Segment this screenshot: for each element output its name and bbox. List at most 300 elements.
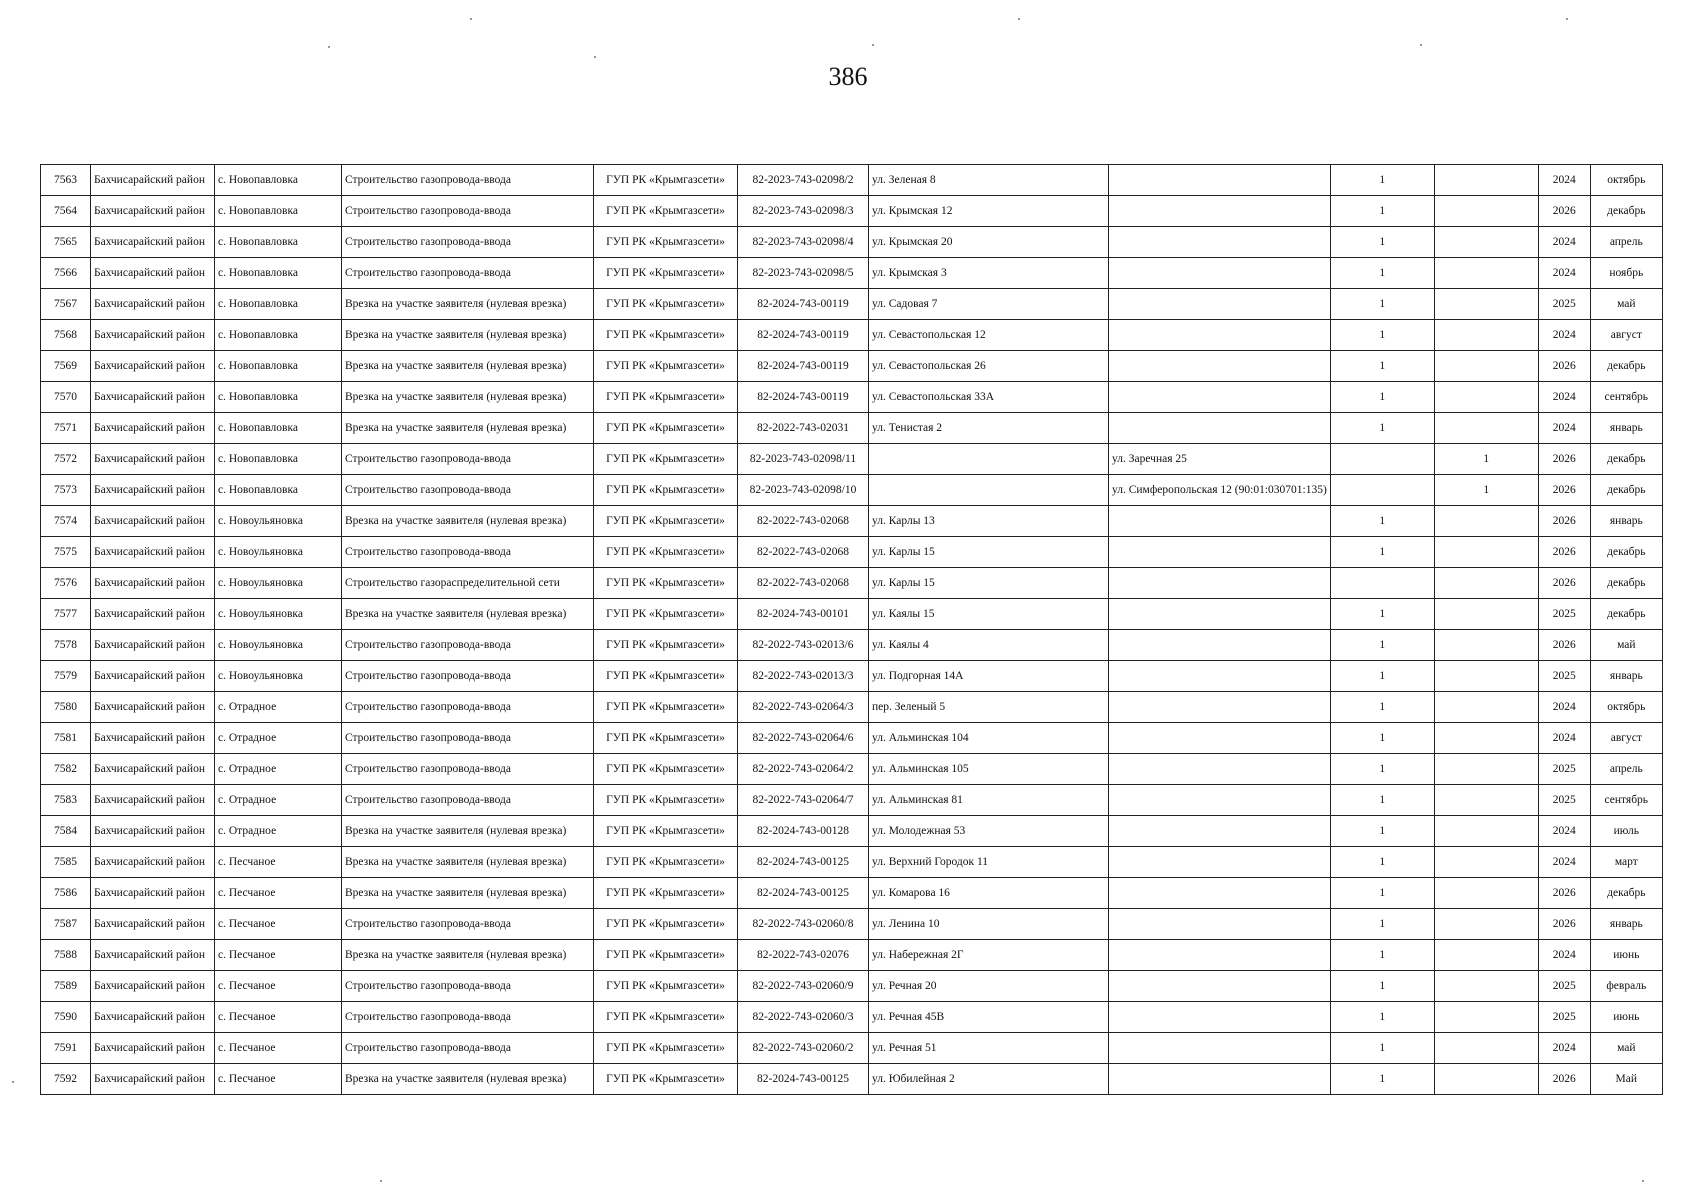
organization-cell: ГУП РК «Крымгазсети»: [594, 413, 738, 444]
address-cell: ул. Крымская 3: [869, 258, 1109, 289]
year-cell: 2024: [1538, 258, 1590, 289]
alternate-count-cell: [1434, 289, 1538, 320]
address-cell: ул. Ленина 10: [869, 909, 1109, 940]
work-type-cell: Врезка на участке заявителя (нулевая врезка): [342, 878, 594, 909]
work-type-cell: Строительство газопровода-ввода: [342, 258, 594, 289]
row-number: 7567: [41, 289, 91, 320]
settlement-cell: с. Новопавловка: [215, 258, 342, 289]
district-cell: Бахчисарайский район: [91, 661, 215, 692]
count-cell: 1: [1330, 227, 1434, 258]
settlement-cell: с. Новоульяновка: [215, 599, 342, 630]
district-cell: Бахчисарайский район: [91, 971, 215, 1002]
work-type-cell: Врезка на участке заявителя (нулевая врезка): [342, 940, 594, 971]
organization-cell: ГУП РК «Крымгазсети»: [594, 537, 738, 568]
month-cell: январь: [1590, 506, 1662, 537]
district-cell: Бахчисарайский район: [91, 599, 215, 630]
district-cell: Бахчисарайский район: [91, 165, 215, 196]
table-row: [41, 1002, 1663, 1033]
registration-code-cell: 82-2024-743-00125: [738, 847, 869, 878]
organization-cell: ГУП РК «Крымгазсети»: [594, 661, 738, 692]
alternate-address-cell: [1109, 165, 1331, 196]
organization-cell: ГУП РК «Крымгазсети»: [594, 444, 738, 475]
alternate-count-cell: [1434, 785, 1538, 816]
row-number: 7592: [41, 1064, 91, 1095]
settlement-cell: с. Новоульяновка: [215, 661, 342, 692]
month-cell: июнь: [1590, 940, 1662, 971]
scan-speck: [12, 1081, 14, 1083]
month-cell: февраль: [1590, 971, 1662, 1002]
table-row: [41, 475, 1663, 506]
district-cell: Бахчисарайский район: [91, 940, 215, 971]
alternate-count-cell: 1: [1434, 444, 1538, 475]
district-cell: Бахчисарайский район: [91, 568, 215, 599]
district-cell: Бахчисарайский район: [91, 878, 215, 909]
organization-cell: ГУП РК «Крымгазсети»: [594, 196, 738, 227]
month-cell: сентябрь: [1590, 785, 1662, 816]
work-type-cell: Строительство газораспределительной сети: [342, 568, 594, 599]
settlement-cell: с. Новопавловка: [215, 320, 342, 351]
alternate-count-cell: [1434, 382, 1538, 413]
count-cell: [1330, 568, 1434, 599]
work-type-cell: Строительство газопровода-ввода: [342, 537, 594, 568]
row-number: 7572: [41, 444, 91, 475]
year-cell: 2026: [1538, 568, 1590, 599]
settlement-cell: с. Песчаное: [215, 1002, 342, 1033]
alternate-address-cell: [1109, 661, 1331, 692]
alternate-address-cell: [1109, 754, 1331, 785]
district-cell: Бахчисарайский район: [91, 1033, 215, 1064]
alternate-count-cell: [1434, 816, 1538, 847]
address-cell: ул. Речная 20: [869, 971, 1109, 1002]
year-cell: 2026: [1538, 506, 1590, 537]
table-row: [41, 847, 1663, 878]
settlement-cell: с. Новоульяновка: [215, 537, 342, 568]
alternate-count-cell: [1434, 258, 1538, 289]
organization-cell: ГУП РК «Крымгазсети»: [594, 909, 738, 940]
registration-code-cell: 82-2023-743-02098/3: [738, 196, 869, 227]
alternate-count-cell: [1434, 692, 1538, 723]
district-cell: Бахчисарайский район: [91, 1002, 215, 1033]
table-row: [41, 289, 1663, 320]
row-number: 7574: [41, 506, 91, 537]
year-cell: 2026: [1538, 196, 1590, 227]
count-cell: 1: [1330, 320, 1434, 351]
registration-code-cell: 82-2022-743-02076: [738, 940, 869, 971]
settlement-cell: с. Отрадное: [215, 723, 342, 754]
row-number: 7563: [41, 165, 91, 196]
work-type-cell: Врезка на участке заявителя (нулевая врезка): [342, 413, 594, 444]
work-type-cell: Строительство газопровода-ввода: [342, 196, 594, 227]
month-cell: декабрь: [1590, 351, 1662, 382]
table-row: [41, 320, 1663, 351]
organization-cell: ГУП РК «Крымгазсети»: [594, 599, 738, 630]
table-row: [41, 537, 1663, 568]
district-cell: Бахчисарайский район: [91, 723, 215, 754]
table-row: [41, 1064, 1663, 1095]
row-number: 7576: [41, 568, 91, 599]
month-cell: май: [1590, 289, 1662, 320]
count-cell: 1: [1330, 692, 1434, 723]
settlement-cell: с. Новоульяновка: [215, 630, 342, 661]
year-cell: 2024: [1538, 382, 1590, 413]
registration-code-cell: 82-2023-743-02098/5: [738, 258, 869, 289]
row-number: 7569: [41, 351, 91, 382]
table-row: [41, 351, 1663, 382]
year-cell: 2025: [1538, 785, 1590, 816]
alternate-count-cell: [1434, 940, 1538, 971]
count-cell: [1330, 444, 1434, 475]
registration-code-cell: 82-2022-743-02064/7: [738, 785, 869, 816]
settlement-cell: с. Новопавловка: [215, 227, 342, 258]
month-cell: сентябрь: [1590, 382, 1662, 413]
alternate-address-cell: [1109, 599, 1331, 630]
district-cell: Бахчисарайский район: [91, 320, 215, 351]
work-type-cell: Строительство газопровода-ввода: [342, 971, 594, 1002]
table-row: [41, 971, 1663, 1002]
year-cell: 2025: [1538, 971, 1590, 1002]
district-cell: Бахчисарайский район: [91, 909, 215, 940]
year-cell: 2024: [1538, 227, 1590, 258]
year-cell: 2024: [1538, 816, 1590, 847]
count-cell: 1: [1330, 661, 1434, 692]
year-cell: 2025: [1538, 661, 1590, 692]
alternate-address-cell: [1109, 568, 1331, 599]
settlement-cell: с. Новопавловка: [215, 475, 342, 506]
settlement-cell: с. Отрадное: [215, 816, 342, 847]
work-type-cell: Строительство газопровода-ввода: [342, 661, 594, 692]
table-row: [41, 196, 1663, 227]
work-type-cell: Врезка на участке заявителя (нулевая врезка): [342, 599, 594, 630]
work-type-cell: Строительство газопровода-ввода: [342, 1033, 594, 1064]
work-type-cell: Строительство газопровода-ввода: [342, 1002, 594, 1033]
count-cell: 1: [1330, 1033, 1434, 1064]
count-cell: 1: [1330, 847, 1434, 878]
organization-cell: ГУП РК «Крымгазсети»: [594, 847, 738, 878]
organization-cell: ГУП РК «Крымгазсети»: [594, 723, 738, 754]
alternate-address-cell: [1109, 816, 1331, 847]
year-cell: 2026: [1538, 444, 1590, 475]
address-cell: ул. Карлы 13: [869, 506, 1109, 537]
month-cell: декабрь: [1590, 878, 1662, 909]
settlement-cell: с. Новопавловка: [215, 382, 342, 413]
alternate-count-cell: [1434, 723, 1538, 754]
row-number: 7568: [41, 320, 91, 351]
count-cell: 1: [1330, 878, 1434, 909]
row-number: 7586: [41, 878, 91, 909]
work-type-cell: Врезка на участке заявителя (нулевая врезка): [342, 847, 594, 878]
row-number: 7591: [41, 1033, 91, 1064]
alternate-count-cell: [1434, 196, 1538, 227]
alternate-count-cell: [1434, 909, 1538, 940]
settlement-cell: с. Новопавловка: [215, 165, 342, 196]
work-type-cell: Строительство газопровода-ввода: [342, 785, 594, 816]
count-cell: 1: [1330, 599, 1434, 630]
alternate-address-cell: [1109, 940, 1331, 971]
row-number: 7570: [41, 382, 91, 413]
alternate-count-cell: [1434, 661, 1538, 692]
work-type-cell: Врезка на участке заявителя (нулевая врезка): [342, 382, 594, 413]
settlement-cell: с. Песчаное: [215, 847, 342, 878]
alternate-address-cell: [1109, 413, 1331, 444]
address-cell: ул. Каялы 15: [869, 599, 1109, 630]
year-cell: 2024: [1538, 165, 1590, 196]
organization-cell: ГУП РК «Крымгазсети»: [594, 816, 738, 847]
count-cell: 1: [1330, 258, 1434, 289]
settlement-cell: с. Новоульяновка: [215, 568, 342, 599]
work-type-cell: Строительство газопровода-ввода: [342, 692, 594, 723]
month-cell: Май: [1590, 1064, 1662, 1095]
month-cell: декабрь: [1590, 196, 1662, 227]
count-cell: 1: [1330, 196, 1434, 227]
alternate-count-cell: [1434, 847, 1538, 878]
table-row: [41, 909, 1663, 940]
month-cell: декабрь: [1590, 537, 1662, 568]
work-type-cell: Врезка на участке заявителя (нулевая врезка): [342, 320, 594, 351]
registration-code-cell: 82-2024-743-00119: [738, 351, 869, 382]
row-number: 7584: [41, 816, 91, 847]
alternate-address-cell: [1109, 289, 1331, 320]
row-number: 7588: [41, 940, 91, 971]
address-cell: [869, 475, 1109, 506]
month-cell: декабрь: [1590, 568, 1662, 599]
count-cell: 1: [1330, 971, 1434, 1002]
alternate-count-cell: [1434, 165, 1538, 196]
alternate-count-cell: [1434, 630, 1538, 661]
district-cell: Бахчисарайский район: [91, 382, 215, 413]
settlement-cell: с. Новопавловка: [215, 413, 342, 444]
year-cell: 2024: [1538, 940, 1590, 971]
table-row: [41, 599, 1663, 630]
table-row: [41, 1033, 1663, 1064]
month-cell: март: [1590, 847, 1662, 878]
count-cell: 1: [1330, 940, 1434, 971]
alternate-address-cell: [1109, 196, 1331, 227]
table-row: [41, 444, 1663, 475]
address-cell: ул. Севастопольская 33А: [869, 382, 1109, 413]
address-cell: ул. Крымская 20: [869, 227, 1109, 258]
organization-cell: ГУП РК «Крымгазсети»: [594, 878, 738, 909]
count-cell: 1: [1330, 1064, 1434, 1095]
organization-cell: ГУП РК «Крымгазсети»: [594, 382, 738, 413]
registration-code-cell: 82-2024-743-00119: [738, 320, 869, 351]
table-row: [41, 382, 1663, 413]
work-type-cell: Врезка на участке заявителя (нулевая врезка): [342, 816, 594, 847]
work-type-cell: Строительство газопровода-ввода: [342, 444, 594, 475]
registration-code-cell: 82-2024-743-00125: [738, 878, 869, 909]
work-type-cell: Врезка на участке заявителя (нулевая врезка): [342, 1064, 594, 1095]
work-type-cell: Строительство газопровода-ввода: [342, 909, 594, 940]
district-cell: Бахчисарайский район: [91, 692, 215, 723]
settlement-cell: с. Песчаное: [215, 1033, 342, 1064]
district-cell: Бахчисарайский район: [91, 630, 215, 661]
scan-speck: [1420, 44, 1422, 46]
table-row: [41, 568, 1663, 599]
month-cell: май: [1590, 1033, 1662, 1064]
year-cell: 2024: [1538, 320, 1590, 351]
month-cell: апрель: [1590, 227, 1662, 258]
alternate-address-cell: [1109, 692, 1331, 723]
row-number: 7566: [41, 258, 91, 289]
settlement-cell: с. Новопавловка: [215, 289, 342, 320]
year-cell: 2025: [1538, 1002, 1590, 1033]
count-cell: 1: [1330, 723, 1434, 754]
year-cell: 2026: [1538, 878, 1590, 909]
row-number: 7580: [41, 692, 91, 723]
address-cell: ул. Подгорная 14А: [869, 661, 1109, 692]
settlement-cell: с. Отрадное: [215, 785, 342, 816]
year-cell: 2024: [1538, 847, 1590, 878]
registration-code-cell: 82-2022-743-02031: [738, 413, 869, 444]
year-cell: 2024: [1538, 723, 1590, 754]
row-number: 7587: [41, 909, 91, 940]
alternate-address-cell: [1109, 1002, 1331, 1033]
district-cell: Бахчисарайский район: [91, 847, 215, 878]
district-cell: Бахчисарайский район: [91, 227, 215, 258]
address-cell: ул. Верхний Городок 11: [869, 847, 1109, 878]
alternate-address-cell: [1109, 320, 1331, 351]
settlement-cell: с. Песчаное: [215, 1064, 342, 1095]
scan-speck: [380, 1180, 382, 1182]
registration-code-cell: 82-2023-743-02098/10: [738, 475, 869, 506]
alternate-count-cell: [1434, 320, 1538, 351]
year-cell: 2024: [1538, 1033, 1590, 1064]
address-cell: пер. Зеленый 5: [869, 692, 1109, 723]
table-row: [41, 785, 1663, 816]
table-row: [41, 878, 1663, 909]
settlement-cell: с. Новопавловка: [215, 196, 342, 227]
month-cell: август: [1590, 320, 1662, 351]
organization-cell: ГУП РК «Крымгазсети»: [594, 754, 738, 785]
work-type-cell: Строительство газопровода-ввода: [342, 475, 594, 506]
organization-cell: ГУП РК «Крымгазсети»: [594, 630, 738, 661]
month-cell: апрель: [1590, 754, 1662, 785]
year-cell: 2025: [1538, 754, 1590, 785]
month-cell: январь: [1590, 413, 1662, 444]
alternate-count-cell: [1434, 1033, 1538, 1064]
registration-code-cell: 82-2022-743-02060/3: [738, 1002, 869, 1033]
month-cell: декабрь: [1590, 475, 1662, 506]
row-number: 7582: [41, 754, 91, 785]
registration-code-cell: 82-2022-743-02060/9: [738, 971, 869, 1002]
organization-cell: ГУП РК «Крымгазсети»: [594, 692, 738, 723]
settlement-cell: с. Отрадное: [215, 754, 342, 785]
organization-cell: ГУП РК «Крымгазсети»: [594, 940, 738, 971]
row-number: 7589: [41, 971, 91, 1002]
table-row: [41, 630, 1663, 661]
district-cell: Бахчисарайский район: [91, 289, 215, 320]
district-cell: Бахчисарайский район: [91, 816, 215, 847]
alternate-count-cell: [1434, 599, 1538, 630]
address-cell: ул. Юбилейная 2: [869, 1064, 1109, 1095]
count-cell: 1: [1330, 413, 1434, 444]
count-cell: 1: [1330, 382, 1434, 413]
settlement-cell: с. Новоульяновка: [215, 506, 342, 537]
month-cell: январь: [1590, 661, 1662, 692]
count-cell: 1: [1330, 909, 1434, 940]
district-cell: Бахчисарайский район: [91, 196, 215, 227]
alternate-address-cell: ул. Заречная 25: [1109, 444, 1331, 475]
alternate-address-cell: [1109, 227, 1331, 258]
alternate-address-cell: [1109, 878, 1331, 909]
alternate-count-cell: [1434, 878, 1538, 909]
alternate-address-cell: [1109, 1033, 1331, 1064]
registration-code-cell: 82-2022-743-02068: [738, 537, 869, 568]
organization-cell: ГУП РК «Крымгазсети»: [594, 785, 738, 816]
district-cell: Бахчисарайский район: [91, 475, 215, 506]
year-cell: 2026: [1538, 537, 1590, 568]
scan-speck: [328, 46, 330, 48]
count-cell: 1: [1330, 537, 1434, 568]
alternate-address-cell: [1109, 630, 1331, 661]
month-cell: октябрь: [1590, 692, 1662, 723]
scan-speck: [1018, 18, 1020, 20]
table-row: [41, 754, 1663, 785]
year-cell: 2025: [1538, 289, 1590, 320]
row-number: 7583: [41, 785, 91, 816]
row-number: 7577: [41, 599, 91, 630]
row-number: 7578: [41, 630, 91, 661]
address-cell: ул. Севастопольская 12: [869, 320, 1109, 351]
table-row: [41, 723, 1663, 754]
year-cell: 2026: [1538, 351, 1590, 382]
month-cell: январь: [1590, 909, 1662, 940]
address-cell: ул. Тенистая 2: [869, 413, 1109, 444]
alternate-address-cell: [1109, 506, 1331, 537]
settlement-cell: с. Отрадное: [215, 692, 342, 723]
settlement-cell: с. Песчаное: [215, 878, 342, 909]
district-cell: Бахчисарайский район: [91, 258, 215, 289]
alternate-address-cell: [1109, 258, 1331, 289]
registration-code-cell: 82-2022-743-02068: [738, 568, 869, 599]
district-cell: Бахчисарайский район: [91, 444, 215, 475]
registration-code-cell: 82-2022-743-02064/2: [738, 754, 869, 785]
year-cell: 2026: [1538, 630, 1590, 661]
district-cell: Бахчисарайский район: [91, 1064, 215, 1095]
work-type-cell: Строительство газопровода-ввода: [342, 165, 594, 196]
gas-connection-table: [40, 164, 1663, 1095]
district-cell: Бахчисарайский район: [91, 506, 215, 537]
year-cell: 2024: [1538, 413, 1590, 444]
alternate-count-cell: [1434, 754, 1538, 785]
table-row: [41, 413, 1663, 444]
count-cell: 1: [1330, 785, 1434, 816]
registration-code-cell: 82-2022-743-02064/3: [738, 692, 869, 723]
work-type-cell: Строительство газопровода-ввода: [342, 723, 594, 754]
registration-code-cell: 82-2024-743-00119: [738, 289, 869, 320]
address-cell: ул. Молодежная 53: [869, 816, 1109, 847]
alternate-address-cell: [1109, 723, 1331, 754]
registration-code-cell: 82-2022-743-02013/3: [738, 661, 869, 692]
address-cell: ул. Альминская 81: [869, 785, 1109, 816]
alternate-count-cell: [1434, 971, 1538, 1002]
table-row: [41, 227, 1663, 258]
address-cell: ул. Речная 51: [869, 1033, 1109, 1064]
alternate-address-cell: [1109, 351, 1331, 382]
count-cell: 1: [1330, 630, 1434, 661]
count-cell: 1: [1330, 351, 1434, 382]
registration-code-cell: 82-2022-743-02013/6: [738, 630, 869, 661]
alternate-address-cell: [1109, 382, 1331, 413]
alternate-address-cell: [1109, 909, 1331, 940]
alternate-count-cell: [1434, 413, 1538, 444]
address-cell: ул. Набережная 2Г: [869, 940, 1109, 971]
count-cell: [1330, 475, 1434, 506]
table-row: [41, 692, 1663, 723]
row-number: 7590: [41, 1002, 91, 1033]
organization-cell: ГУП РК «Крымгазсети»: [594, 971, 738, 1002]
registration-code-cell: 82-2023-743-02098/2: [738, 165, 869, 196]
address-cell: ул. Карлы 15: [869, 537, 1109, 568]
